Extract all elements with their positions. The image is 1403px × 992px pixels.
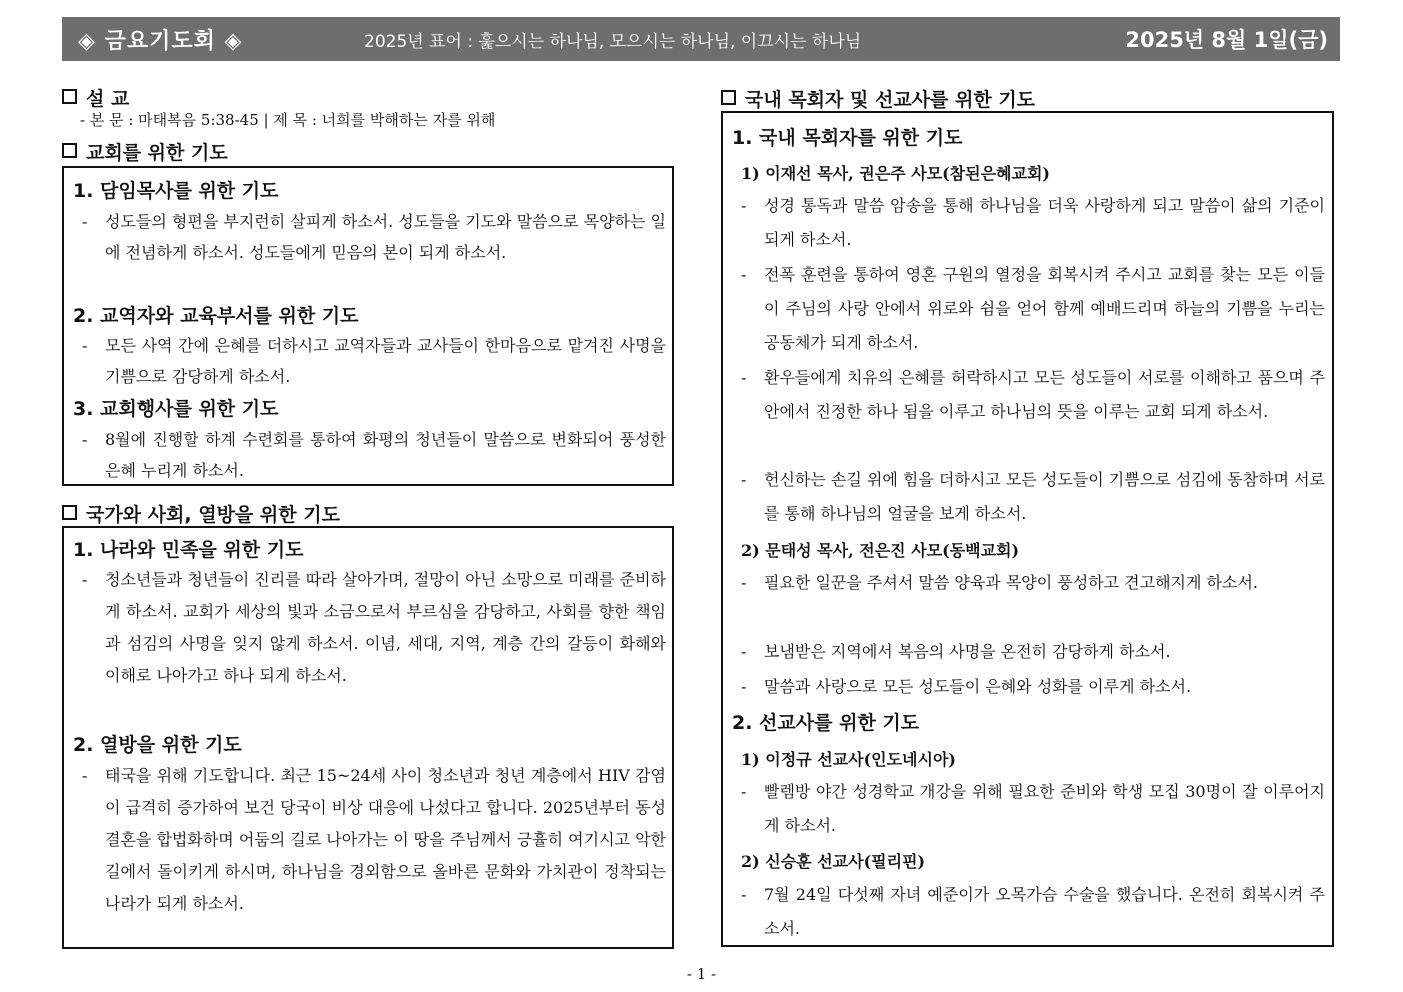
prayer-item: - 청소년들과 청년들이 진리를 따라 살아가며, 절망이 아닌 소망으로 미래를 준비하게 하소서. 교회가 세상의 빛과 소금으로서 부르심을 감당하고, 사회를 향한 책임과 섬김의 사명을 잊지 않게 하소서. 이념, 세대, 지역, 계층 간의 갈등이 화해와 이해로 나아가고 하나 되게 하소서.: [82, 570, 666, 685]
prayer-item: - 환우들에게 치유의 은혜를 허락하시고 모든 성도들이 서로를 이해하고 품으며 주 안에서 진정한 하나 됨을 이루고 하나님의 뜻을 이루는 교회 되게 하소서.: [741, 368, 1325, 421]
section-title: 2. 교역자와 교육부서를 위한 기도: [73, 305, 359, 327]
page-number: - 1 -: [686, 965, 717, 983]
checkbox-square-icon: [62, 505, 77, 520]
prayer-item: - 성경 통독과 말씀 암송을 통해 하나님을 더욱 사랑하게 되고 말씀이 삶의 기준이 되게 하소서.: [741, 196, 1325, 249]
prayer-item: - 태국을 위해 기도합니다. 최근 15~24세 사이 청소년과 청년 계층에서 HIV 감염이 급격히 증가하여 보건 당국이 비상 대응에 나섰다고 합니다. 2025년부터 동성결혼을 합법화하며 어둠의 길로 나아가는 이 땅을 주님께서 긍휼히 여기시고 악한 길에서 돌이키게 하시며, 하나님을 경외함으로 올바른 문화와 가치관이 정착되는 나라가 되게 하소서.: [82, 766, 666, 913]
prayer-item: - 7월 24일 다섯째 자녀 예준이가 오목가슴 수술을 했습니다. 온전히 회복시켜 주소서.: [741, 885, 1325, 938]
nation-prayer-panel: [62, 526, 674, 949]
section-title: 1. 국내 목회자를 위한 기도: [732, 127, 963, 149]
section-title: 2. 선교사를 위한 기도: [732, 712, 920, 734]
checkbox-square-icon: [721, 90, 736, 105]
prayer-item: - 전폭 훈련을 통하여 영혼 구원의 열정을 회복시켜 주시고 교회를 찾는 모든 이들이 주님의 사랑 안에서 위로와 쉼을 얻어 함께 예배드리며 하늘의 기쁨을 누리는 공동체가 되게 하소서.: [741, 265, 1325, 352]
prayer-item: - 필요한 일꾼을 주셔서 말씀 양육과 목양이 풍성하고 견고해지게 하소서.: [741, 573, 1258, 592]
checkbox-square-icon: [62, 143, 77, 158]
prayer-item: - 보냄받은 지역에서 복음의 사명을 온전히 감당하게 하소서.: [741, 642, 1171, 661]
prayer-item: - 말씀과 사랑으로 모든 성도들이 은혜와 성화를 이루게 하소서.: [741, 677, 1192, 696]
church-heading: 교회를 위한 기도: [62, 138, 228, 165]
section-title: 3. 교회행사를 위한 기도: [73, 398, 279, 420]
pastor-name: 1) 이재선 목사, 권은주 사모(참된은혜교회): [741, 164, 1050, 183]
prayer-item: - 성도들의 형편을 부지런히 살피게 하소서. 성도들을 기도와 말씀으로 목양하는 일에 전념하게 하소서. 성도들에게 믿음의 본이 되게 하소서.: [82, 212, 666, 262]
section-title: 2. 열방을 위한 기도: [73, 734, 242, 756]
header-motto: 2025년 표어 : 훑으시는 하나님, 모으시는 하나님, 이끄시는 하나님: [364, 31, 862, 52]
section-title: 1. 담임목사를 위한 기도: [73, 180, 279, 202]
header-title: ◈ 금요기도회 ◈: [78, 28, 243, 54]
church-prayer-panel: [62, 166, 674, 486]
missionary-name: 1) 이정규 선교사(인도네시아): [741, 750, 957, 769]
missionary-name: 2) 신승훈 선교사(필리핀): [741, 852, 926, 871]
sermon-heading: 설 교: [62, 84, 129, 111]
missions-heading: 국내 목회자 및 선교사를 위한 기도: [721, 85, 1035, 112]
pastor-name: 2) 문태성 목사, 전은진 사모(동백교회): [741, 541, 1020, 560]
sermon-info: - 본 문 : 마태복음 5:38-45 | 제 목 : 너희를 박해하는 자를 위해: [80, 111, 496, 129]
missions-prayer-panel: [721, 111, 1334, 947]
prayer-item: - 헌신하는 손길 위에 힘을 더하시고 모든 성도들이 기쁨으로 섬김에 동참하며 서로를 통해 하나님의 얼굴을 보게 하소서.: [741, 470, 1325, 523]
header-bar: [62, 17, 1340, 61]
nation-heading: 국가와 사회, 열방을 위한 기도: [62, 500, 340, 527]
prayer-item: - 모든 사역 간에 은혜를 더하시고 교역자들과 교사들이 한마음으로 맡겨진 사명을 기쁨으로 감당하게 하소서.: [82, 336, 666, 386]
prayer-item: - 8월에 진행할 하계 수련회를 통하여 화평의 청년들이 말씀으로 변화되어 풍성한 은혜 누리게 하소서.: [82, 430, 666, 480]
section-title: 1. 나라와 민족을 위한 기도: [73, 539, 304, 561]
checkbox-square-icon: [62, 89, 77, 104]
header-date: 2025년 8월 1일(금): [1125, 28, 1328, 52]
prayer-item: - 빨렘방 야간 성경학교 개강을 위해 필요한 준비와 학생 모집 30명이 잘 이루어지게 하소서.: [741, 782, 1325, 835]
